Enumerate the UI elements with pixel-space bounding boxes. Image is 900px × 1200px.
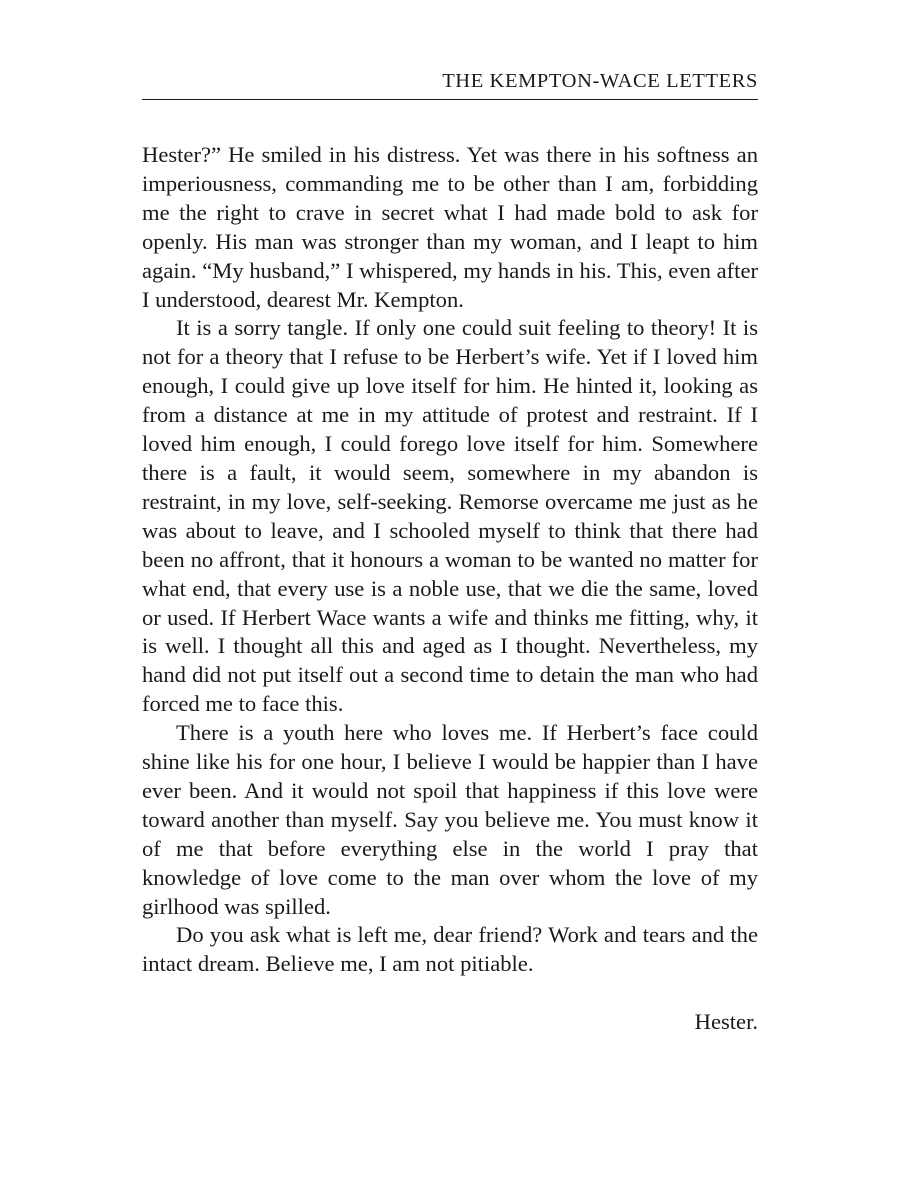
running-head-title: THE KEMPTON-WACE LETTERS: [442, 70, 758, 92]
letter-body: [142, 141, 758, 979]
page-header: [142, 66, 758, 102]
letter-signature: Hester.: [694, 1009, 758, 1034]
paragraph-1: Hester?” He smiled in his distress. Yet was there in his softness an imperiousness, commanding me to be other than I am, forbidding me the right to crave in secret what I had made bold to ask for openly. His man was stronger than my woman, and I leapt to him again. “My husband,” I whispered, my hands in his. This, even after I understood, dearest Mr. Kempton.: [142, 142, 758, 312]
paragraph-2: It is a sorry tangle. If only one could suit feeling to theory! It is not for a theory that I refuse to be Herbert’s wife. Yet if I loved him enough, I could give up love itself for him. He hinted it, looking as from a distance at me in my attitude of protest and restraint. If I loved him enough, I could forego love itself for him. Somewhere there is a fault, it would seem, somewhere in my abandon is restraint, in my love, self-seeking. Remorse overcame me just as he was about to leave, and I schooled myself to think that there had been no affront, that it honours a woman to be wanted no matter for what end, that every use is a noble use, that we die the same, loved or used. If Herbert Wace wants a wife and thinks me fitting, why, it is well. I thought all this and aged as I thought. Nevertheless, my hand did not put itself out a second time to detain the man who had forced me to face this.: [142, 315, 758, 717]
paragraph-3: There is a youth here who loves me. If Herbert’s face could shine like his for one hour, I believe I would be happier than I have ever been. And it would not spoil that happiness if this love were toward another than myself. Say you believe me. You must know it of me that before everything else in the world I pray that knowledge of love come to the man over whom the love of my girlhood was spilled.: [142, 720, 758, 919]
paragraph-4: Do you ask what is left me, dear friend? Work and tears and the intact dream. Believe me, I am not pitiable.: [142, 922, 758, 977]
header-rule-divider: [142, 99, 758, 100]
